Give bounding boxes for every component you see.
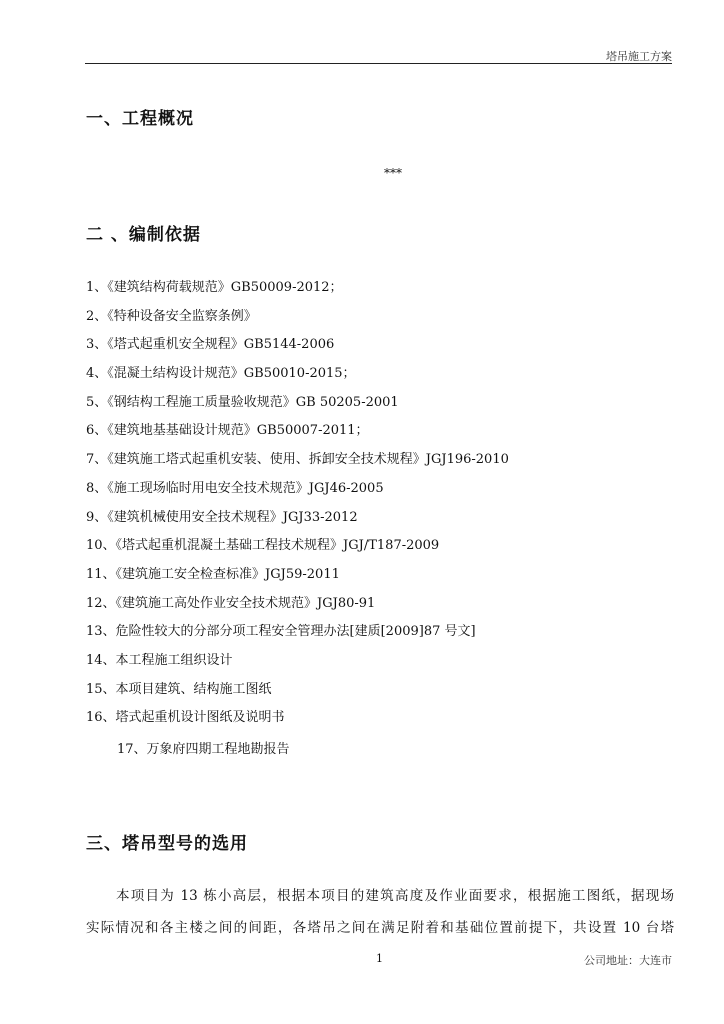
header-divider — [85, 63, 672, 64]
basis-item-10: 10、《塔式起重机混凝土基础工程技术规程》JGJ/T187-2009 — [86, 538, 440, 554]
basis-item-2: 2、《特种设备安全监察条例》 — [86, 308, 257, 324]
overview-placeholder: *** — [384, 166, 402, 180]
basis-item-6: 6、《建筑地基基础设计规范》GB50007-2011； — [86, 423, 369, 439]
tower-crane-paragraph — [86, 880, 674, 944]
paragraph-line-2: 实际情况和各主楼之间的间距，各塔吊之间在满足附着和基础位置前提下，共设置 10 台塔 — [86, 920, 674, 936]
basis-list — [86, 274, 509, 765]
page-number: 1 — [376, 952, 383, 965]
paragraph-line-1: 本项目为 13 栋小高层，根据本项目的建筑高度及作业面要求，根据施工图纸，据现场 — [116, 888, 674, 904]
section-heading-overview: 一、工程概况 — [86, 109, 194, 129]
basis-item-5: 5、《钢结构工程施工质量验收规范》GB 50205-2001 — [86, 394, 399, 410]
page-header-title: 塔吊施工方案 — [606, 50, 672, 63]
basis-item-3: 3、《塔式起重机安全规程》GB5144-2006 — [86, 337, 335, 353]
section-heading-tower-crane-selection: 三、塔吊型号的选用 — [86, 834, 248, 854]
basis-item-17: 17、万象府四期工程地勘报告 — [117, 742, 290, 757]
basis-item-8: 8、《施工现场临时用电安全技术规范》JGJ46-2005 — [86, 480, 384, 496]
basis-item-14: 14、本工程施工组织设计 — [86, 652, 233, 668]
basis-item-9: 9、《建筑机械使用安全技术规程》JGJ33-2012 — [86, 509, 358, 525]
basis-item-15: 15、本项目建筑、结构施工图纸 — [86, 681, 272, 697]
basis-item-7: 7、《建筑施工塔式起重机安装、使用、拆卸安全技术规程》JGJ196-2010 — [86, 452, 509, 468]
basis-item-4: 4、《混凝土结构设计规范》GB50010-2015； — [86, 366, 356, 382]
basis-item-11: 11、《建筑施工安全检查标准》JGJ59-2011 — [86, 566, 340, 582]
basis-item-12: 12、《建筑施工高处作业安全技术规范》JGJ80-91 — [86, 595, 376, 611]
basis-item-13: 13、危险性较大的分部分项工程安全管理办法[建质[2009]87 号文] — [86, 624, 476, 640]
footer-company-address: 公司地址：大连市 — [584, 954, 672, 967]
section-heading-basis: 二 、编制依据 — [86, 225, 201, 245]
basis-item-1: 1、《建筑结构荷载规范》GB50009-2012； — [86, 280, 343, 295]
basis-item-16: 16、塔式起重机设计图纸及说明书 — [86, 710, 285, 726]
